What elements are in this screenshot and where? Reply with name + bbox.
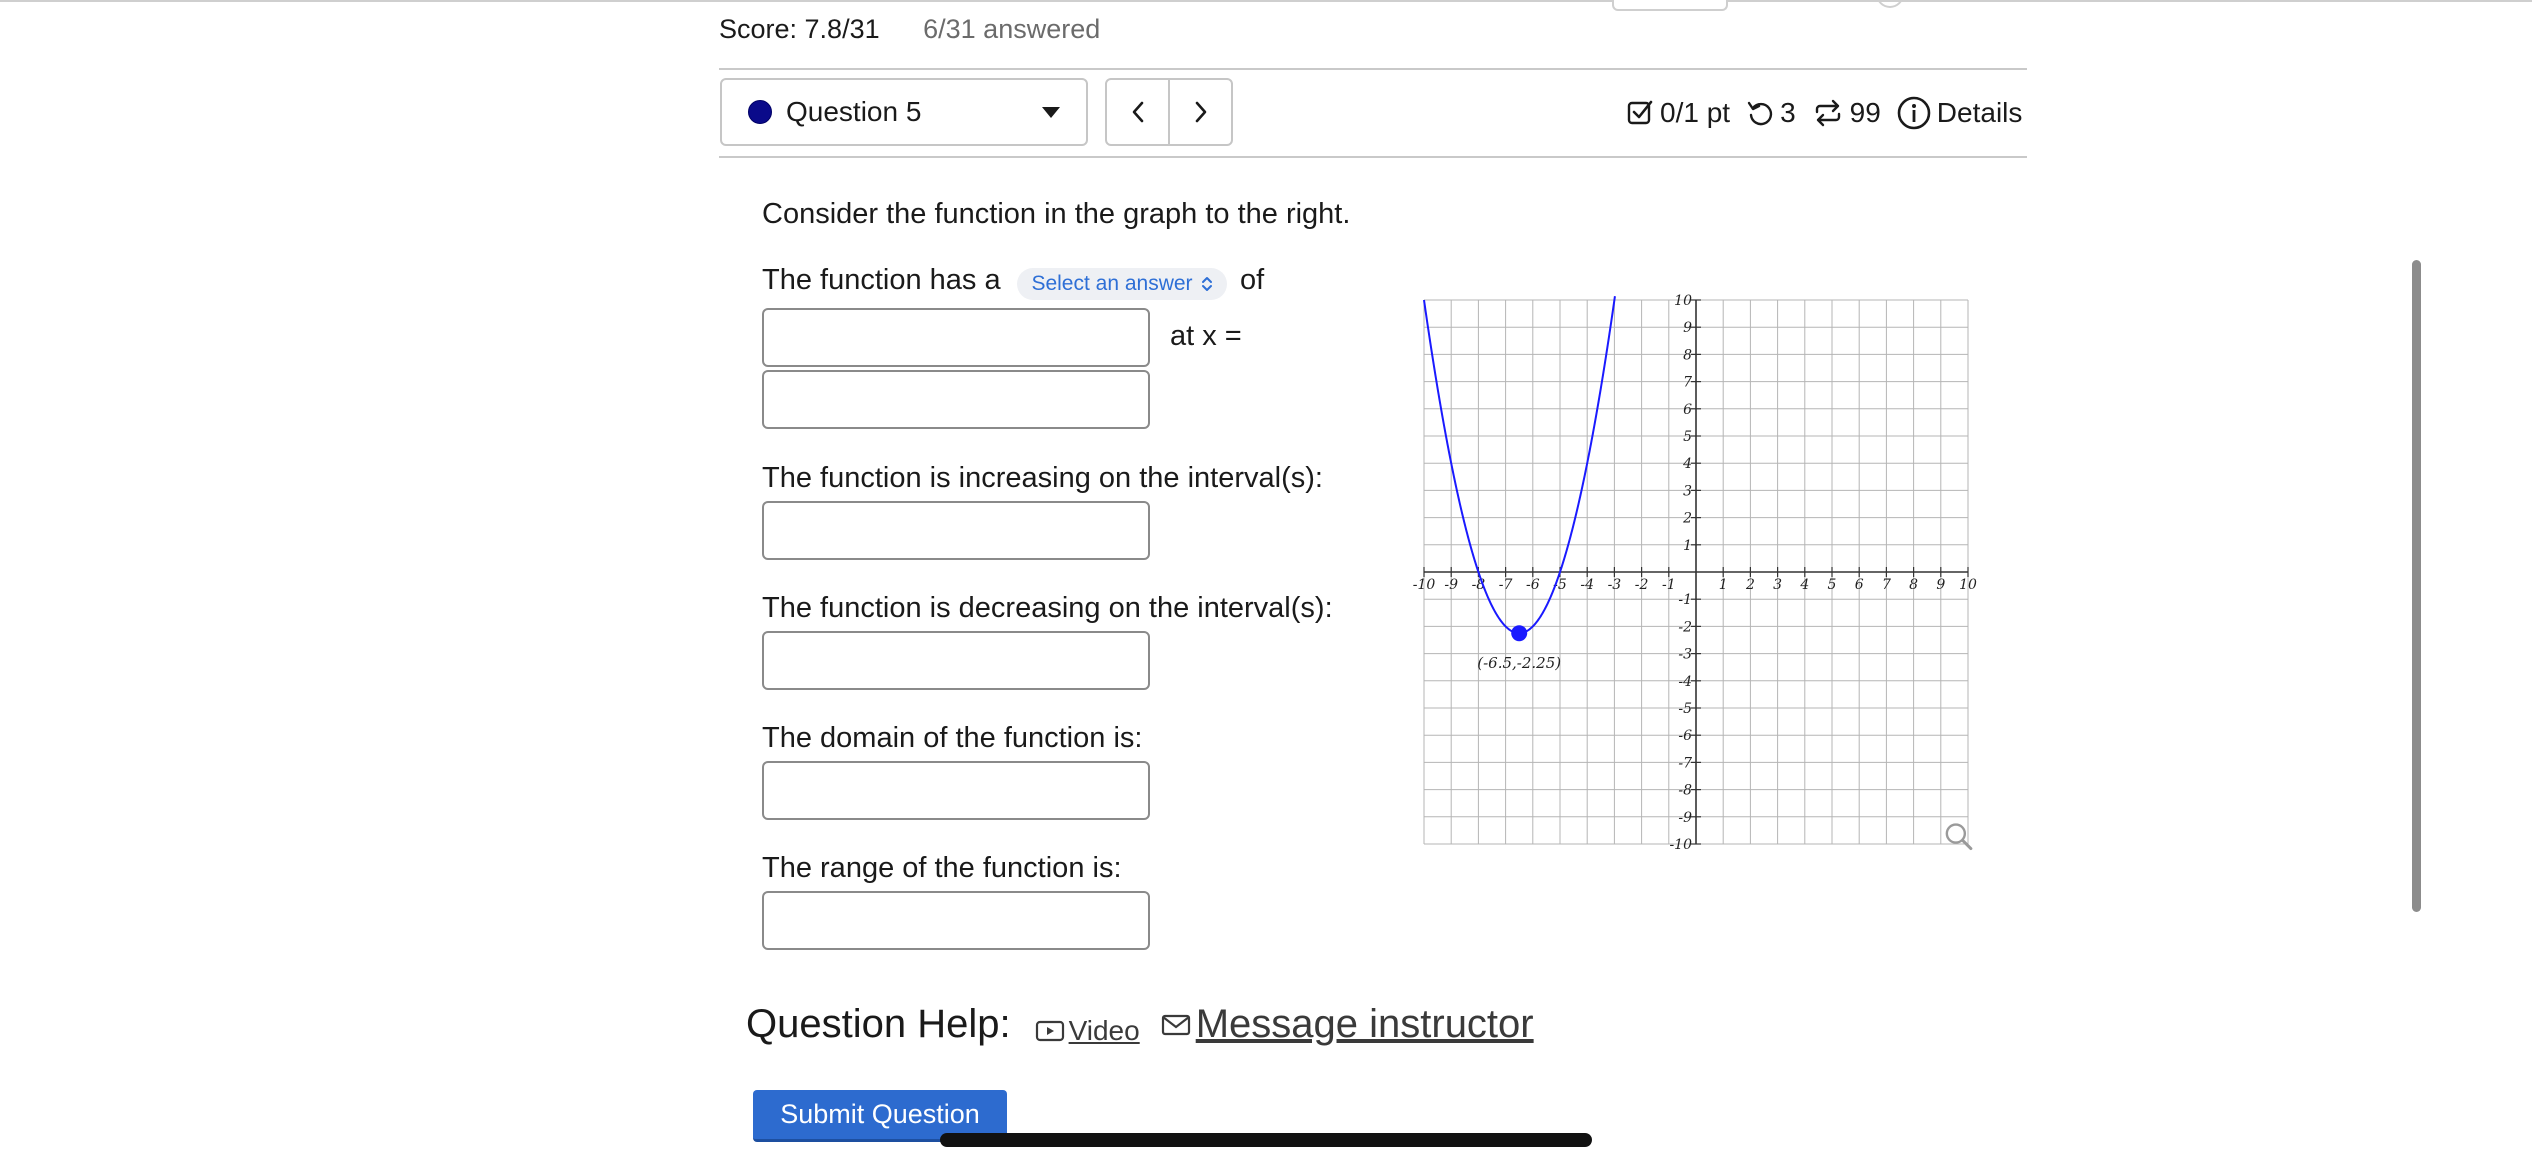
submit-question-button[interactable]: Submit Question (753, 1090, 1007, 1142)
status-dot-icon (748, 100, 772, 124)
x-tick-label: 4 (1800, 577, 1810, 593)
question-meta (1626, 96, 2022, 130)
message-instructor-link[interactable] (1160, 1002, 1534, 1047)
x-tick-label: 5 (1827, 577, 1837, 593)
x-tick-label: -2 (1634, 577, 1649, 593)
question-select[interactable] (720, 78, 1088, 146)
top-border (0, 0, 2532, 2)
y-tick-label: -9 (1678, 809, 1692, 826)
y-tick-label: 2 (1683, 510, 1692, 527)
y-tick-label: 5 (1683, 429, 1692, 445)
caret-down-icon (1042, 107, 1060, 118)
y-tick-label: -1 (1678, 592, 1692, 609)
vertex-point (1511, 625, 1527, 641)
select-placeholder: Select an answer (1031, 272, 1193, 295)
y-tick-label: 9 (1683, 320, 1692, 337)
checkbox-icon (1626, 99, 1654, 127)
range-prompt: The range of the function is: (762, 852, 1122, 884)
x-tick-label: -6 (1525, 577, 1540, 593)
domain-prompt: The domain of the function is: (762, 722, 1143, 754)
at-x-label: at x = (1170, 320, 1242, 352)
question-help (746, 1002, 1534, 1047)
attempts-count: 3 (1780, 97, 1796, 128)
next-question-button[interactable] (1168, 80, 1231, 144)
up-down-arrows-icon (1201, 275, 1213, 293)
x-tick-label: 1 (1718, 577, 1728, 593)
x-tick-label: 10 (1959, 577, 1977, 593)
video-icon (1035, 1019, 1065, 1043)
video-link-label: Video (1068, 1015, 1140, 1046)
retry-icon (1746, 99, 1774, 127)
x-tick-label: -4 (1580, 577, 1595, 593)
previous-question-button[interactable] (1107, 80, 1168, 144)
x-tick-label: -5 (1553, 577, 1567, 593)
extremum-prompt-end: of (1240, 264, 1265, 296)
y-tick-label: 7 (1683, 374, 1692, 391)
chevron-right-icon (1194, 101, 1208, 123)
x-tick-label: 6 (1854, 577, 1864, 593)
versions-icon (1812, 99, 1844, 127)
versions-count: 99 (1849, 97, 1881, 128)
y-tick-label: 4 (1683, 456, 1692, 473)
y-tick-label: 6 (1683, 401, 1692, 418)
x-tick-label: 8 (1909, 577, 1919, 593)
video-link[interactable] (1035, 1015, 1140, 1047)
divider (719, 156, 2027, 158)
extremum-x-input[interactable] (762, 370, 1150, 429)
y-tick-label: -6 (1678, 728, 1692, 745)
x-tick-label: -3 (1607, 577, 1622, 593)
y-tick-label: -2 (1678, 619, 1692, 636)
magnifier-handle (1963, 841, 1971, 849)
score-bar (719, 14, 1100, 45)
extremum-value-input[interactable] (762, 308, 1150, 367)
top-arc-edge (1876, 0, 1904, 8)
x-tick-label: 3 (1773, 577, 1783, 593)
function-graph (1412, 293, 1990, 866)
increasing-interval-input[interactable] (762, 501, 1150, 560)
x-tick-label: 7 (1881, 577, 1891, 593)
y-tick-label: 8 (1683, 347, 1692, 364)
vertical-scrollbar[interactable] (2412, 260, 2421, 912)
divider (719, 68, 2027, 70)
y-tick-label: 10 (1674, 293, 1692, 309)
y-tick-label: -10 (1669, 837, 1692, 853)
y-tick-label: -7 (1678, 755, 1692, 772)
help-title: Question Help: (746, 1002, 1011, 1046)
x-tick-label: -7 (1498, 577, 1513, 593)
top-tab-edge (1612, 0, 1728, 11)
score-text: Score: 7.8/31 (719, 14, 880, 44)
x-tick-label: 2 (1745, 577, 1755, 593)
vertex-label: (-6.5,-2.25) (1477, 654, 1562, 673)
extremum-prompt-start: The function has a (762, 264, 1001, 296)
chevron-left-icon (1131, 101, 1145, 123)
x-tick-label: -8 (1471, 577, 1486, 593)
y-tick-label: 1 (1683, 537, 1692, 554)
y-tick-label: 3 (1683, 483, 1692, 500)
increasing-prompt: The function is increasing on the interval(s): (762, 462, 1323, 494)
message-instructor-label: Message instructor (1195, 1002, 1534, 1046)
extremum-type-select[interactable] (1017, 268, 1227, 300)
mail-icon (1160, 1012, 1192, 1038)
question-select-label: Question 5 (786, 96, 922, 127)
info-icon[interactable] (1897, 96, 1931, 130)
y-tick-label: -4 (1678, 673, 1692, 690)
points-text: 0/1 pt (1660, 97, 1731, 128)
intro-text: Consider the function in the graph to the right. (762, 198, 1351, 230)
question-nav-group (1105, 78, 1233, 146)
range-input[interactable] (762, 891, 1150, 950)
x-tick-label: -10 (1412, 577, 1436, 593)
x-tick-label: -9 (1444, 577, 1459, 593)
decreasing-prompt: The function is decreasing on the interval(s): (762, 592, 1333, 624)
domain-input[interactable] (762, 761, 1150, 820)
answered-count: 6/31 answered (923, 14, 1101, 44)
decreasing-interval-input[interactable] (762, 631, 1150, 690)
details-link[interactable]: Details (1936, 97, 2023, 128)
y-tick-label: -8 (1678, 782, 1692, 799)
x-tick-label: -1 (1661, 577, 1676, 593)
home-indicator (940, 1133, 1592, 1147)
y-tick-label: -3 (1678, 646, 1692, 663)
y-tick-label: -5 (1678, 701, 1692, 717)
x-tick-label: 9 (1936, 577, 1946, 593)
